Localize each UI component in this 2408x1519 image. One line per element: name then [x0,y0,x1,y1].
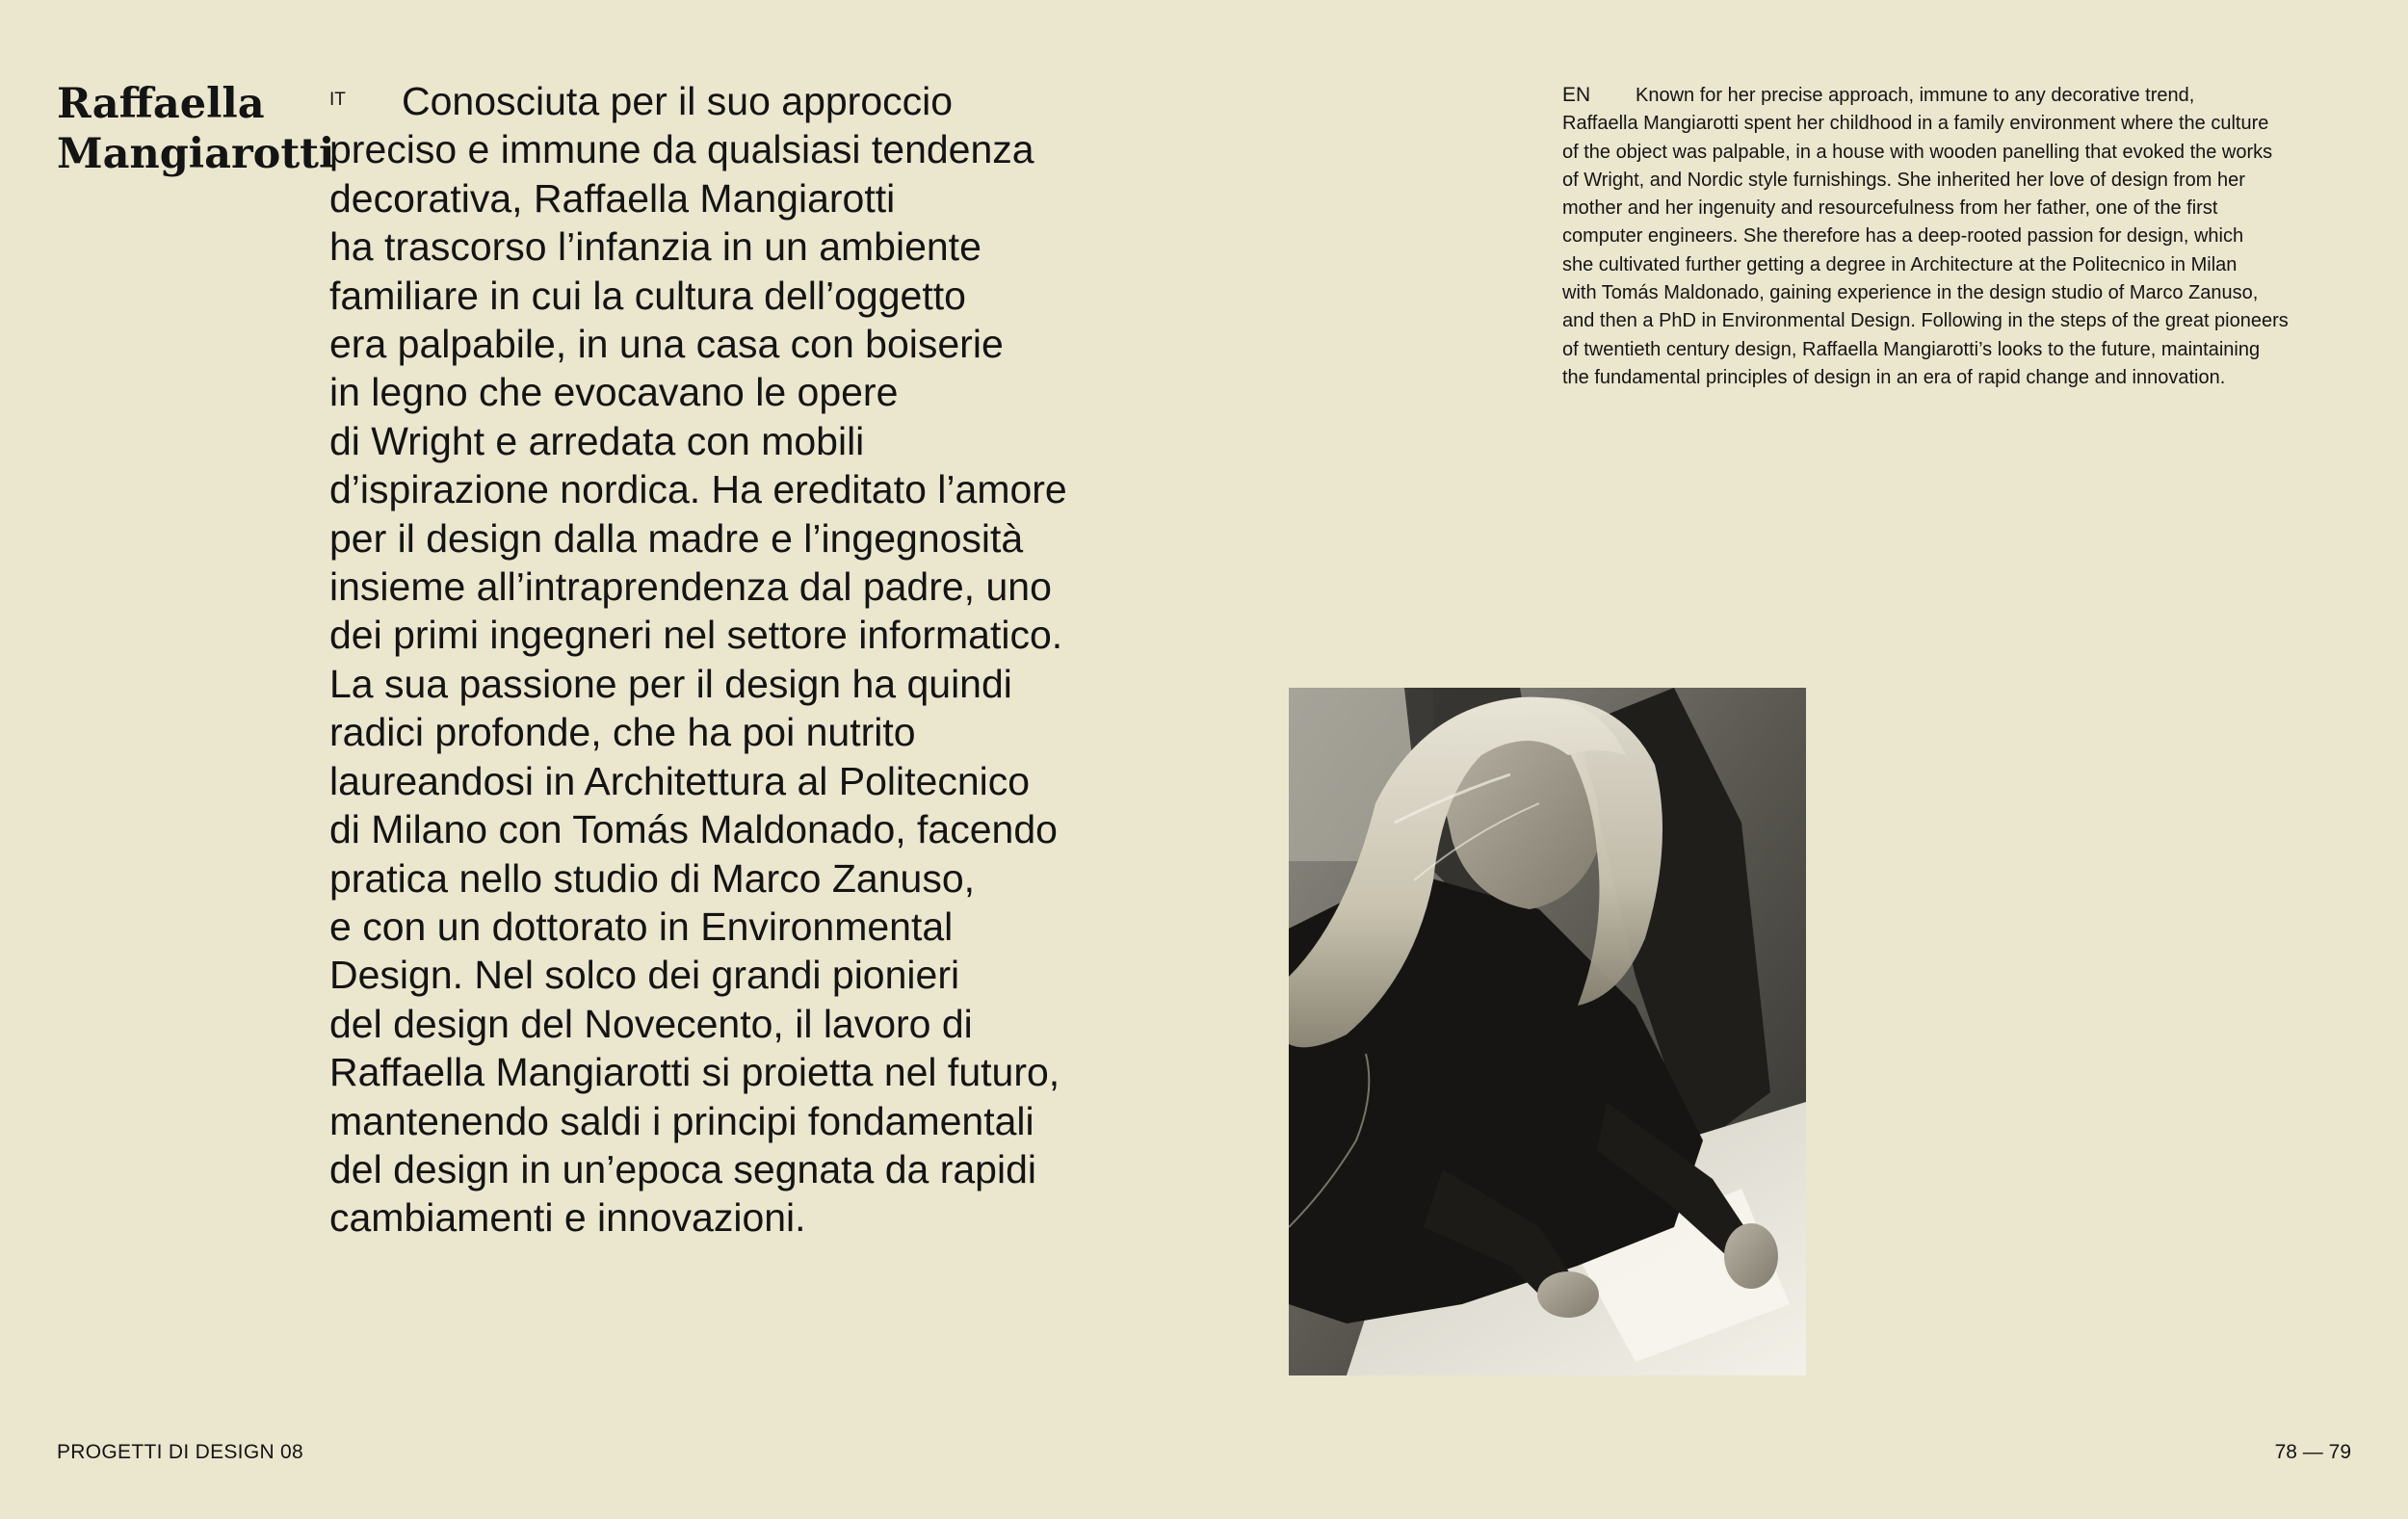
italian-text-line: radici profonde, che ha poi nutrito [329,710,916,755]
italian-language-tag: IT [329,90,346,110]
italian-text-line: era palpabile, in una casa con boiserie [329,322,1004,367]
english-text-line: mother and her ingenuity and resourcefulness from her father, one of the first [1562,197,2218,220]
italian-text-line: per il design dalla madre e l’ingegnosità [329,515,1024,561]
english-text-line: of Wright, and Nordic style furnishings. She inherited her love of design from her [1562,169,2245,191]
english-text-line: and then a PhD in Environmental Design. Following in the steps of the great pioneers [1562,310,2289,332]
italian-text-line: La sua passione per il design ha quindi [329,661,1012,706]
english-text-line: of twentieth century design, Raffaella Mangiarotti’s looks to the future, maintaining [1562,338,2261,360]
italian-text-line: del design in un’epoca segnata da rapidi [329,1146,1036,1192]
author-last-name: Mangiarotti [57,130,335,178]
english-text-line: of the object was palpable, in a house with wooden panelling that evoked the works [1562,141,2273,163]
english-text-line [1562,81,2362,110]
italian-text-line: del design del Novecento, il lavoro di [329,1001,973,1046]
publication-title: PROGETTI DI DESIGN 08 [57,1441,304,1463]
italian-text-line: insieme all’intraprendenza dal padre, uno [329,564,1052,610]
italian-text-line: d’ispirazione nordica. Ha ereditato l’amore [329,467,1067,512]
english-text-line: with Tomás Maldonado, gaining experience in the design studio of Marco Zanuso, [1562,282,2259,304]
author-name [57,79,335,179]
portrait-illustration [1289,688,1806,1375]
english-text-line: computer engineers. She therefore has a deep-rooted passion for design, which [1562,225,2244,248]
italian-text-line: preciso e immune da qualsiasi tendenza [329,127,1034,172]
italian-text-line: familiare in cui la cultura dell’oggetto [329,273,966,318]
italian-text-line: laureandosi in Architettura al Politecnico [329,758,1031,803]
english-text-line-content: Known for her precise approach, immune to any decorative trend, [1636,85,2195,106]
english-text-block [1562,81,2362,392]
italian-text-line: in legno che evocavano le opere [329,370,899,415]
italian-text-line: dei primi ingegneri nel settore informatico. [329,613,1063,658]
italian-text-block [329,77,1139,1243]
italian-text-line: di Milano con Tomás Maldonado, facendo [329,807,1058,852]
italian-text-line: e con un dottorato in Environmental [329,904,954,949]
italian-text-line: pratica nello studio di Marco Zanuso, [329,855,976,901]
italian-text-line: ha trascorso l’infanzia in un ambiente [329,224,982,270]
italian-text-line: cambiamenti e innovazioni. [329,1195,806,1241]
italian-text-line: Raffaella Mangiarotti si proietta nel futuro, [329,1050,1060,1095]
english-text-line: she cultivated further getting a degree in Architecture at the Politecnico in Milan [1562,253,2238,275]
right-hand [1724,1223,1778,1289]
english-text-line: Raffaella Mangiarotti spent her childhood in a family environment where the culture [1562,113,2269,135]
italian-text-line: Design. Nel solco dei grandi pionieri [329,953,960,998]
english-text-line: the fundamental principles of design in an era of rapid change and innovation. [1562,366,2226,388]
designer-portrait-photo [1289,688,1806,1375]
page-numbers: 78 — 79 [2274,1441,2351,1463]
left-hand [1537,1271,1599,1318]
english-language-tag: EN [1562,84,1591,106]
author-first-name: Raffaella [57,80,265,128]
italian-text-line: di Wright e arredata con mobili [329,418,865,463]
italian-text-line: decorativa, Raffaella Mangiarotti [329,175,896,221]
italian-text-line: mantenendo saldi i principi fondamentali [329,1098,1034,1143]
italian-text-line: Conosciuta per il suo approccio [402,79,954,123]
